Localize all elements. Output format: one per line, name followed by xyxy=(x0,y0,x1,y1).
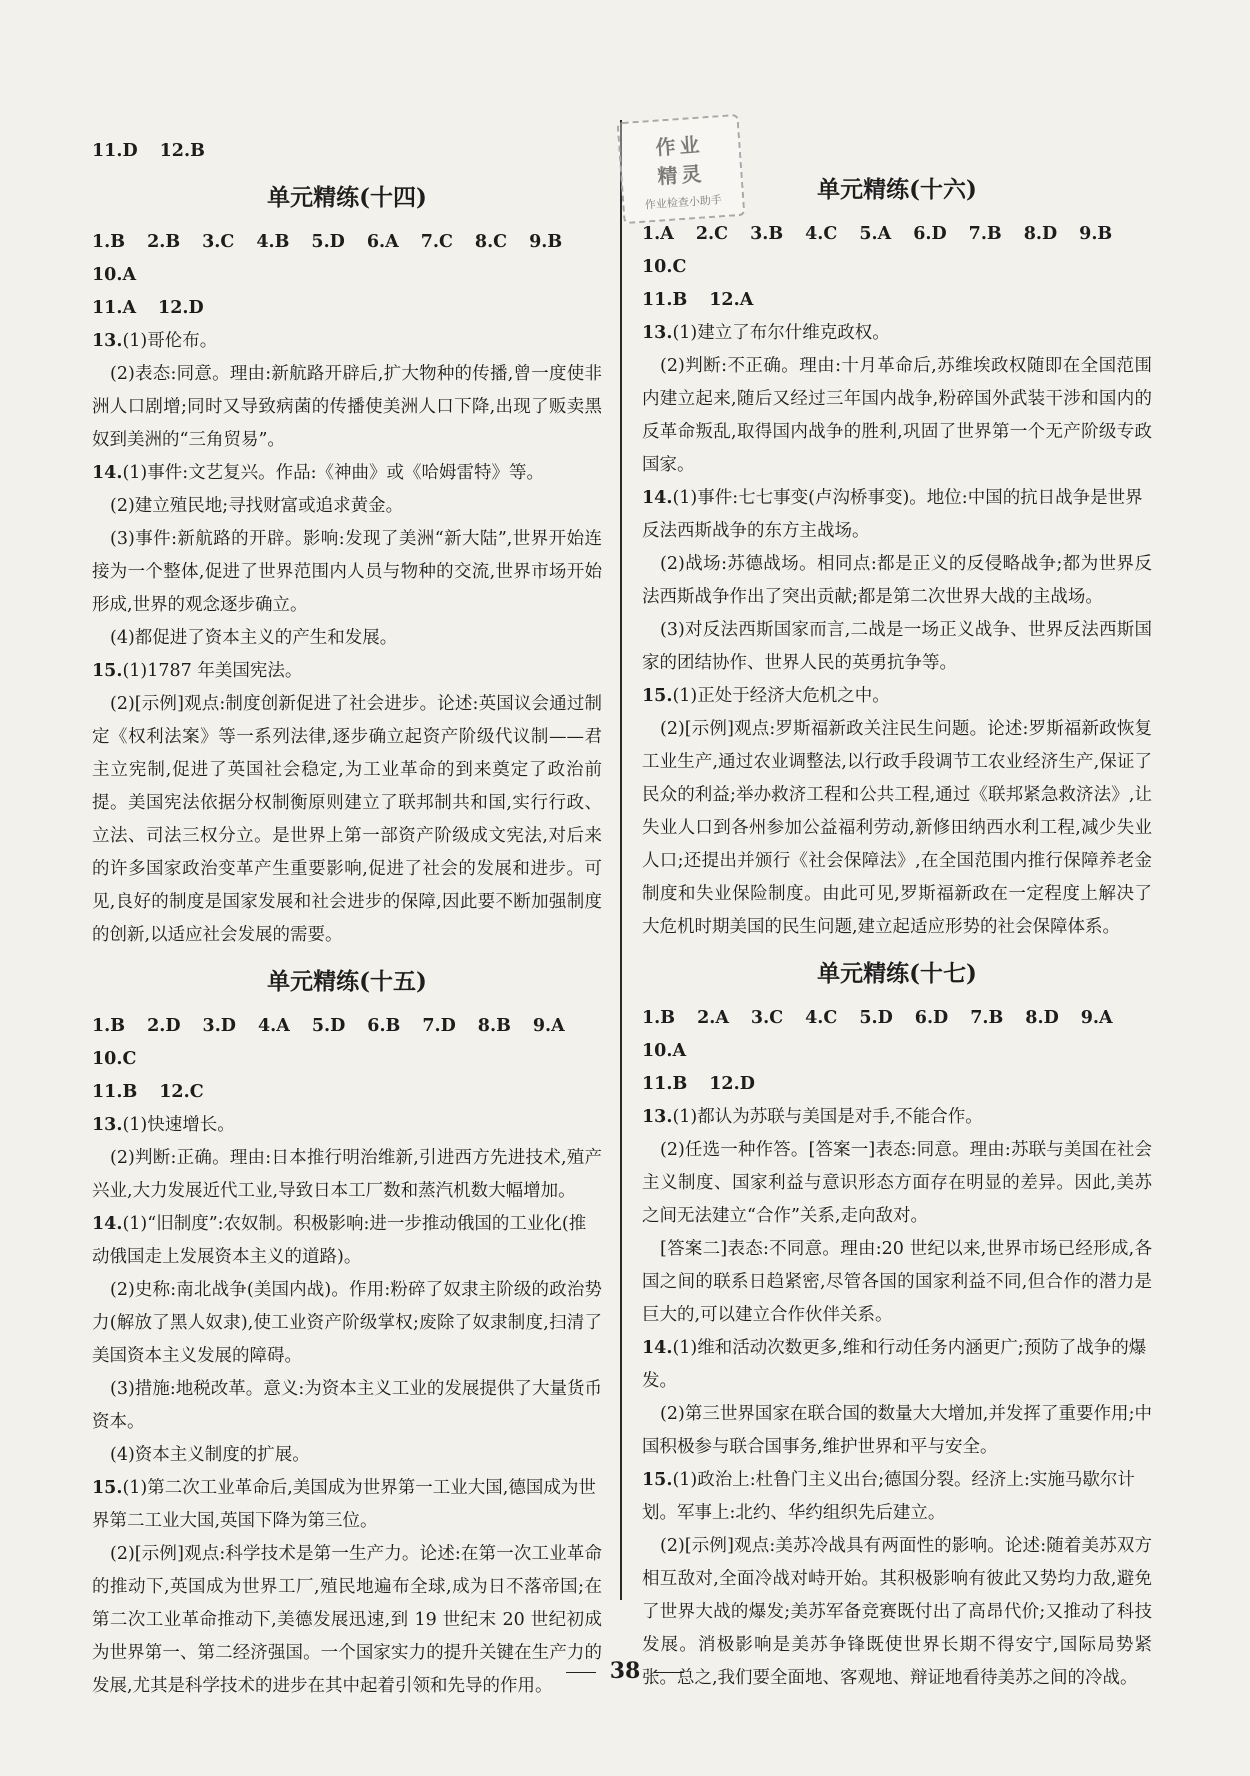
question-13: 13.(1)建立了布尔什维克政权。 xyxy=(642,323,890,343)
answer-item: 5.D xyxy=(311,1016,346,1036)
answer-item: 4.C xyxy=(805,1008,838,1028)
mc-answers-16b xyxy=(642,284,1152,317)
answer-text: [答案二]表态:不同意。理由:20 世纪以来,世界市场已经形成,各国之间的联系日趋紧密,尽管各国的国家利益不同,但合作的潜力是巨大的,可以建立合作伙伴关系。 xyxy=(642,1239,1152,1325)
answer-item: 1.B xyxy=(92,232,126,252)
answer-item: 9.B xyxy=(1079,224,1113,244)
answer-item: 12.D xyxy=(709,1074,755,1094)
section-title-17: 单元精练(十七) xyxy=(817,960,977,987)
answer-item: 5.D xyxy=(859,1008,893,1028)
answer-text: (2)判断:正确。理由:日本推行明治维新,引进西方先进技术,殖产兴业,大力发展近代工业,导致日本工厂数和蒸汽机数大幅增加。 xyxy=(92,1148,602,1201)
answer-item: 8.D xyxy=(1025,1008,1059,1028)
answer-item: 10.C xyxy=(92,1049,137,1069)
mc-answers-16 xyxy=(642,218,1152,284)
mc-answers-15 xyxy=(92,1010,602,1076)
page-number: 38 xyxy=(0,1658,1250,1684)
answer-item: 11.D xyxy=(92,141,138,161)
answer-text: (3)事件:新航路的开辟。影响:发现了美洲“新大陆”,世界开始连接为一个整体,促进了世界范围内人员与物种的交流,世界市场开始形成,世界的观念逐步确立。 xyxy=(92,529,602,615)
answer-item: 11.B xyxy=(92,1082,138,1102)
answer-item: 9.B xyxy=(529,232,563,252)
mc-answers-17 xyxy=(642,1002,1152,1068)
answer-text: (3)对反法西斯国家而言,二战是一场正义战争、世界反法西斯国家的团结协作、世界人民的英勇抗争等。 xyxy=(642,620,1152,673)
answer-item: 3.B xyxy=(750,224,784,244)
answer-item: 12.D xyxy=(158,298,204,318)
answer-text: (2)第三世界国家在联合国的数量大大增加,并发挥了重要作用;中国积极参与联合国事务,维护世界和平与安全。 xyxy=(642,1404,1152,1457)
answer-item: 12.B xyxy=(159,141,205,161)
section-title-16: 单元精练(十六) xyxy=(817,176,977,203)
answer-text: (2)判断:不正确。理由:十月革命后,苏维埃政权随即在全国范围内建立起来,随后又经过三年国内战争,粉碎国外武装干涉和国内的反革命叛乱,取得国内战争的胜利,巩固了世界第一个无产阶级专政国家。 xyxy=(642,356,1152,475)
answer-text: (2)建立殖民地;寻找财富或追求黄金。 xyxy=(110,496,404,516)
answer-item: 5.D xyxy=(311,232,345,252)
answer-item: 3.D xyxy=(202,1016,236,1036)
answer-item: 6.A xyxy=(366,232,399,252)
answer-item: 11.B xyxy=(642,290,688,310)
answer-text: (4)资本主义制度的扩展。 xyxy=(110,1445,310,1465)
answer-item: 2.C xyxy=(695,224,729,244)
answer-item: 7.C xyxy=(420,232,453,252)
question-15: 15.(1)1787 年美国宪法。 xyxy=(92,661,303,681)
answer-item: 1.B xyxy=(642,1008,676,1028)
question-14: 14.(1)事件:文艺复兴。作品:《神曲》或《哈姆雷特》等。 xyxy=(92,463,545,483)
answer-item: 6.B xyxy=(367,1016,401,1036)
question-15: 15.(1)第二次工业革命后,美国成为世界第一工业大国,德国成为世界第二工业大国,英国下降为第三位。 xyxy=(92,1478,596,1531)
answer-item: 2.B xyxy=(147,232,181,252)
answer-item: 6.D xyxy=(913,224,947,244)
section-title-14: 单元精练(十四) xyxy=(267,184,427,211)
right-column xyxy=(642,160,1152,1695)
question-13: 13.(1)都认为苏联与美国是对手,不能合作。 xyxy=(642,1107,983,1127)
answer-item: 10.C xyxy=(642,257,687,277)
answer-item: 2.A xyxy=(697,1008,729,1028)
answer-item: 7.B xyxy=(970,1008,1004,1028)
answer-item: 12.A xyxy=(709,290,754,310)
mc-answers-17b xyxy=(642,1068,1152,1101)
left-column xyxy=(92,135,602,1703)
mc-answers-15b xyxy=(92,1076,602,1109)
question-14: 14.(1)事件:七七事变(卢沟桥事变)。地位:中国的抗日战争是世界反法西斯战争的东方主战场。 xyxy=(642,488,1143,541)
question-13: 13.(1)哥伦布。 xyxy=(92,331,218,351)
answer-text: (2)[示例]观点:科学技术是第一生产力。论述:在第一次工业革命的推动下,英国成为世界工厂,殖民地遍布全球,成为日不落帝国;在第二次工业革命推动下,美德发展迅速,到 19 世纪末 20 世纪初成为世界第一、第二经济强国。一个国家实力的提升关键在生产力的发展,尤其是科学技术的进步在其中起着引领和先导的作用。 xyxy=(92,1544,602,1696)
question-13: 13.(1)快速增长。 xyxy=(92,1115,235,1135)
answer-item: 9.A xyxy=(1080,1008,1113,1028)
mc-answers-14b xyxy=(92,292,602,325)
answer-item: 6.D xyxy=(914,1008,949,1028)
answer-item: 3.C xyxy=(750,1008,784,1028)
answer-item: 8.B xyxy=(477,1016,511,1036)
answer-item: 1.A xyxy=(642,224,674,244)
answer-text: (3)措施:地税改革。意义:为资本主义工业的发展提供了大量货币资本。 xyxy=(92,1379,602,1432)
question-14: 14.(1)“旧制度”:农奴制。积极影响:进一步推动俄国的工业化(推动俄国走上发展资本主义的道路)。 xyxy=(92,1214,587,1267)
answer-text: (2)[示例]观点:美苏冷战具有两面性的影响。论述:随着美苏双方相互敌对,全面冷战对峙开始。其积极影响有彼此又势均力敌,避免了世界大战的爆发;美苏军备竞赛既付出了高昂代价;又推动了科技发展。消极影响是美苏争锋既使世界长期不得安宁,国际局势紧张。总之,我们要全面地、客观地、辩证地看待美苏之间的冷战。 xyxy=(642,1536,1152,1688)
answer-item: 11.B xyxy=(642,1074,688,1094)
answer-item: 1.B xyxy=(92,1016,126,1036)
question-15: 15.(1)正处于经济大危机之中。 xyxy=(642,686,890,706)
answer-text: (4)都促进了资本主义的产生和发展。 xyxy=(110,628,398,648)
answer-item: 4.B xyxy=(256,232,290,252)
answer-text: (2)战场:苏德战场。相同点:都是正义的反侵略战争;都为世界反法西斯战争作出了突出贡献;都是第二次世界大战的主战场。 xyxy=(642,554,1152,607)
stamp-logo: 作业 精灵 作业检查小助手 xyxy=(617,114,746,224)
answer-text: (2)史称:南北战争(美国内战)。作用:粉碎了奴隶主阶级的政治势力(解放了黑人奴隶),使工业资产阶级掌权;废除了奴隶制度,扫清了美国资本主义发展的障碍。 xyxy=(92,1280,602,1366)
answer-item: 8.D xyxy=(1023,224,1058,244)
answer-text: (2)[示例]观点:罗斯福新政关注民生问题。论述:罗斯福新政恢复工业生产,通过农业调整法,以行政手段调节工农业经济生产,保证了民众的利益;举办救济工程和公共工程,通过《联邦紧急救济法》,让失业人口到各州参加公益福利劳动,新修田纳西水利工程,减少失业人口;还提出并颁行《社会保障法》,在全国范围内推行保障养老金制度和失业保险制度。由此可见,罗斯福新政在一定程度上解决了大危机时期美国的民生问题,建立起适应形势的社会保障体系。 xyxy=(642,719,1152,937)
answer-text: (2)表态:同意。理由:新航路开辟后,扩大物种的传播,曾一度使非洲人口剧增;同时又导致病菌的传播使美洲人口下降,出现了贩卖黑奴到美洲的“三角贸易”。 xyxy=(92,364,602,450)
column-divider xyxy=(620,120,622,1600)
question-14: 14.(1)维和活动次数更多,维和行动任务内涵更广;预防了战争的爆发。 xyxy=(642,1338,1147,1391)
answer-item: 9.A xyxy=(532,1016,565,1036)
answer-item: 4.C xyxy=(805,224,838,244)
answer-item: 2.D xyxy=(147,1016,181,1036)
answer-item: 4.A xyxy=(257,1016,290,1036)
answer-item: 10.A xyxy=(92,265,137,285)
top-answers xyxy=(92,135,602,168)
answer-item: 12.C xyxy=(159,1082,204,1102)
section-title-15: 单元精练(十五) xyxy=(267,968,427,995)
answer-item: 5.A xyxy=(859,224,892,244)
answer-item: 11.A xyxy=(92,298,137,318)
answer-text: (2)[示例]观点:制度创新促进了社会进步。论述:英国议会通过制定《权利法案》等一系列法律,逐步确立起资产阶级代议制——君主立宪制,促进了英国社会稳定,为工业革命的到来奠定了政治前提。美国宪法依据分权制衡原则建立了联邦制共和国,实行行政、立法、司法三权分立。是世界上第一部资产阶级成文宪法,对后来的许多国家政治变革产生重要影响,促进了社会的发展和进步。可见,良好的制度是国家发展和社会进步的保障,因此要不断加强制度的创新,以适应社会发展的需要。 xyxy=(92,694,602,945)
answer-text: (2)任选一种作答。[答案一]表态:同意。理由:苏联与美国在社会主义制度、国家利益与意识形态方面存在明显的差异。因此,美苏之间无法建立“合作”关系,走向敌对。 xyxy=(642,1140,1152,1226)
answer-item: 3.C xyxy=(202,232,235,252)
answer-item: 7.B xyxy=(968,224,1002,244)
answer-item: 7.D xyxy=(422,1016,456,1036)
question-15: 15.(1)政治上:杜鲁门主义出台;德国分裂。经济上:实施马歇尔计划。军事上:北约、华约组织先后建立。 xyxy=(642,1470,1135,1523)
answer-item: 8.C xyxy=(474,232,508,252)
answer-item: 10.A xyxy=(642,1041,687,1061)
mc-answers-14 xyxy=(92,226,602,292)
